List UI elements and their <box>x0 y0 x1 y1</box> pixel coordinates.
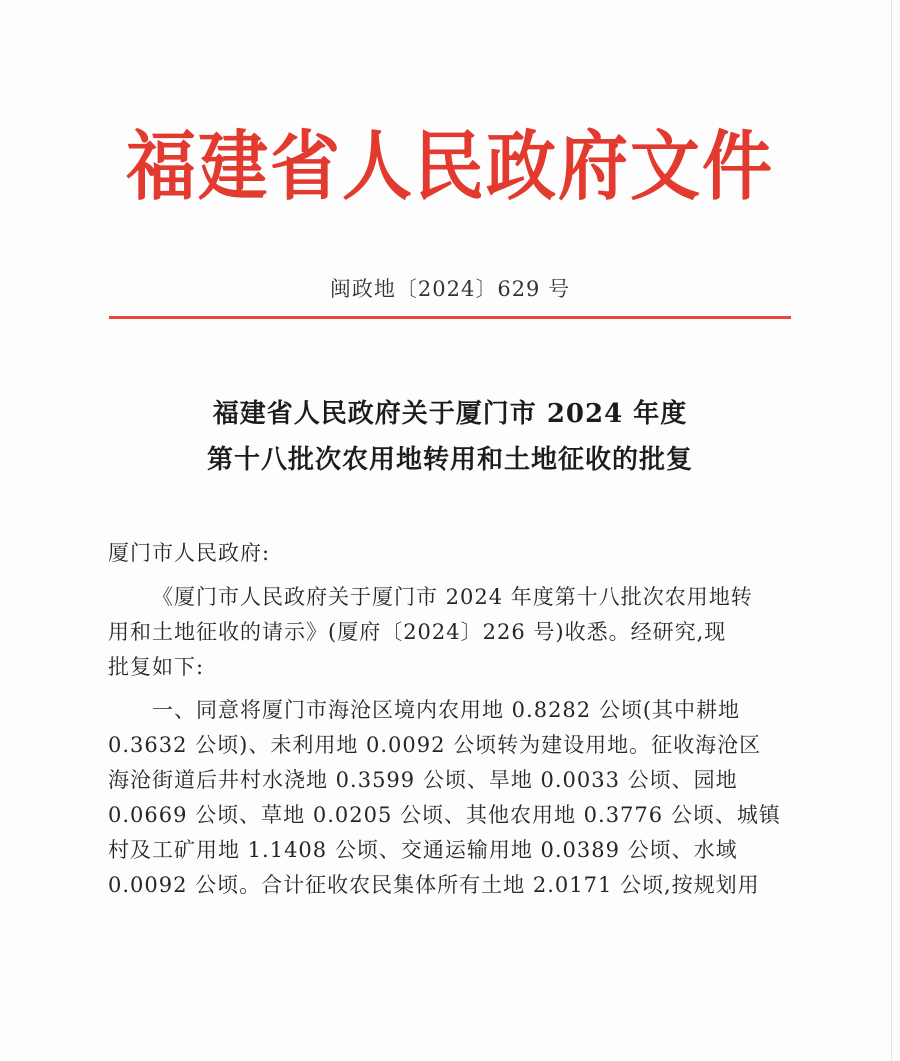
title-line-1: 福建省人民政府关于厦门市 2024 年度 <box>212 399 688 429</box>
paragraph-gap <box>108 685 798 693</box>
paragraph-1-line: 用和土地征收的请示》(厦府〔2024〕226 号)收悉。经研究,现 <box>108 620 727 644</box>
paragraph-2-line: 0.0092 公顷。合计征收农民集体所有土地 2.0171 公顷,按规划用 <box>108 873 760 897</box>
document-number: 闽政地〔2024〕629 号 <box>329 277 571 301</box>
salutation: 厦门市人民政府: <box>108 541 271 565</box>
red-separator-rule <box>109 316 791 319</box>
title-line-2: 第十八批次农用地转用和土地征收的批复 <box>206 445 693 475</box>
document-body <box>108 536 798 903</box>
paragraph-2-line: 0.0669 公顷、草地 0.0205 公顷、其他农用地 0.3776 公顷、城镇 <box>108 803 781 827</box>
document-title <box>0 391 900 483</box>
paragraph-2-line: 村及工矿用地 1.1408 公顷、交通运输用地 0.0389 公顷、水域 <box>108 838 738 862</box>
page-edge-line <box>891 0 892 1061</box>
paragraph-1-line: 《厦门市人民政府关于厦门市 2024 年度第十八批次农用地转 <box>152 585 753 609</box>
paragraph-2-line: 一、同意将厦门市海沧区境内农用地 0.8282 公顷(其中耕地 <box>152 698 741 722</box>
paragraph-2-line: 0.3632 公顷)、未利用地 0.0092 公顷转为建设用地。征收海沧区 <box>108 733 762 757</box>
paragraph-1-line: 批复如下: <box>108 655 205 679</box>
masthead-title: 福建省人民政府文件 <box>126 121 774 211</box>
paragraph-2-line: 海沧街道后井村水浇地 0.3599 公顷、旱地 0.0033 公顷、园地 <box>108 768 738 792</box>
